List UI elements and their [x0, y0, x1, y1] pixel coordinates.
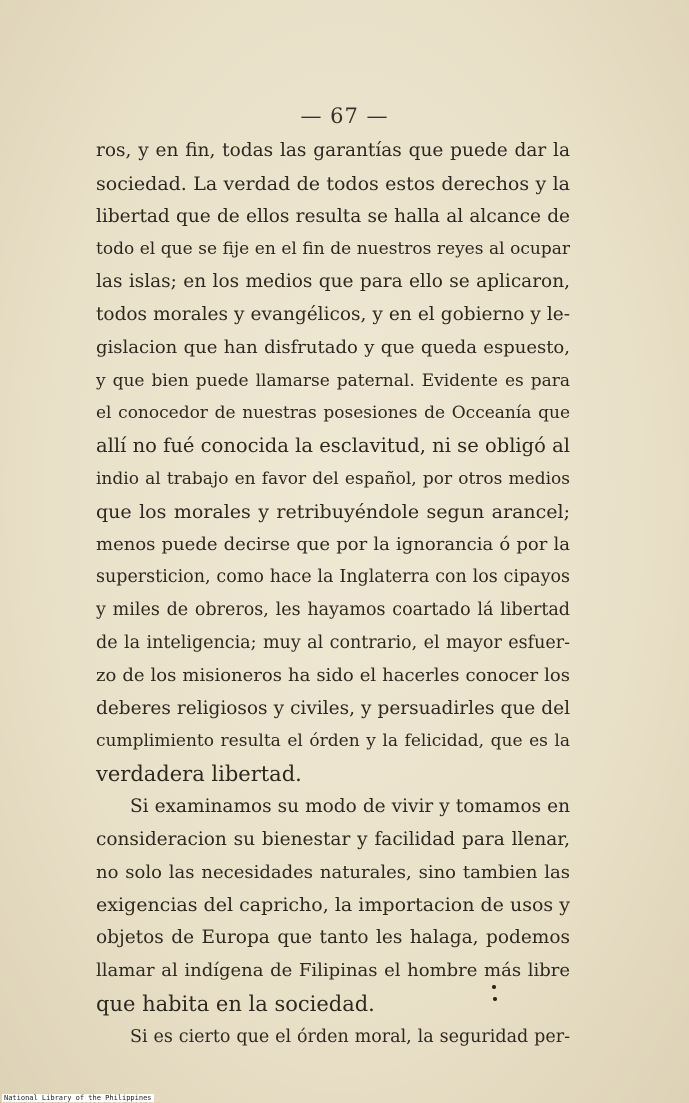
text-line: zo de los misioneros ha sido el hacerles conocer los — [96, 664, 570, 686]
text-line: gislacion que han disfrutado y que queda espuesto, — [96, 336, 570, 358]
text-line: que los morales y retribuyéndole segun arancel; — [96, 500, 570, 523]
text-line: llamar al indígena de Filipinas el hombre más libre — [96, 959, 570, 981]
text-line: el conocedor de nuestras posesiones de Occeanía que — [96, 403, 570, 424]
text-line: Si examinamos su modo de vivir y tomamos en — [130, 795, 570, 817]
text-line: deberes religiosos y civiles, y persuadirles que del — [96, 697, 570, 719]
text-line: todo el que se fije en el fin de nuestros reyes al ocupar — [96, 239, 570, 260]
text-line: indio al trabajo en favor del español, por otros medios — [96, 468, 570, 489]
text-line: no solo las necesidades naturales, sino tambien las — [96, 861, 570, 883]
text-line: de la inteligencia; muy al contrario, el mayor esfuer- — [96, 632, 570, 653]
text-line: supersticion, como hace la Inglaterra con los cipayos — [96, 567, 570, 588]
text-line: objetos de Europa que tanto les halaga, podemos — [96, 927, 570, 949]
text-line: y que bien puede llamarse paternal. Evidente es para — [96, 370, 570, 391]
text-line: sociedad. La verdad de todos estos derechos y la — [96, 172, 570, 195]
text-line: verdadera libertad. — [96, 762, 302, 787]
text-line: todos morales y evangélicos, y en el gobierno y le- — [96, 303, 570, 325]
text-line: que habita en la sociedad. — [96, 991, 375, 1016]
text-line: exigencias del capricho, la importacion de usos y — [96, 894, 570, 917]
text-line: y miles de obreros, les hayamos coartado lá libertad — [96, 600, 570, 621]
text-line: Si es cierto que el órden moral, la seguridad per- — [130, 1026, 570, 1047]
text-line: ros, y en fin, todas las garantías que puede dar la — [96, 140, 570, 161]
ink-speck — [492, 985, 496, 989]
body-text — [96, 135, 570, 1053]
page-number: — 67 — — [300, 104, 389, 128]
ink-speck — [493, 997, 497, 1001]
text-line: las islas; en los medios que para ello se aplicaron, — [96, 271, 570, 293]
text-line: consideracion su bienestar y facilidad para llenar, — [96, 828, 570, 850]
text-line: allí no fué conocida la esclavitud, ni se obligó al — [96, 434, 570, 458]
text-line: menos puede decirse que por la ignorancia ó por la — [96, 533, 570, 555]
footer-credit: National Library of the Philippines — [4, 1094, 152, 1102]
text-line: cumplimiento resulta el órden y la felicidad, que es la — [96, 731, 570, 752]
text-line: libertad que de ellos resulta se halla al alcance de — [96, 205, 570, 227]
